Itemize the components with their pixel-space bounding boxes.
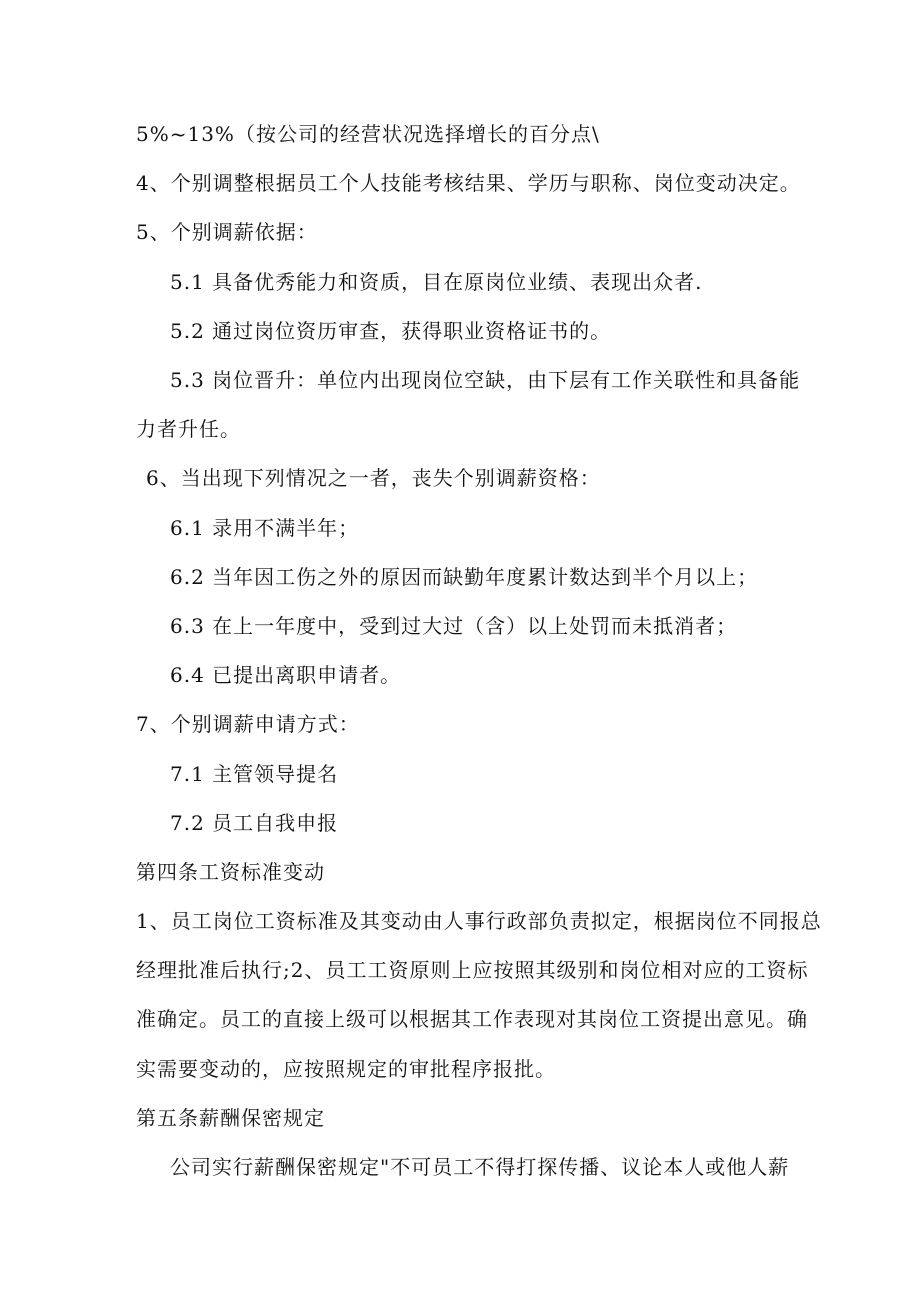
paragraph-article-4-line-3: 准确定。员工的直接上级可以根据其工作表现对其岗位工资提出意见。确 [136,1007,808,1031]
text-line-item-5-3-cont: 力者升任。 [136,417,241,441]
section-heading-article-4: 第四条工资标准变动 [136,860,325,884]
text-line-item-7-heading: 7、个别调薪申请方式： [136,712,360,736]
text-line-item-5-2: 5.2 通过岗位资历审查，获得职业资格证书的。 [170,319,612,343]
text-line-item-6-2: 6.2 当年因工伤之外的原因而缺勤年度累计数达到半个月以上； [170,565,759,589]
paragraph-article-5-line-1: 公司实行薪酬保密规定"不可员工不得打探传播、议论本人或他人薪 [170,1155,790,1179]
text-line-item-5-1: 5.1 具备优秀能力和资质，目在原岗位业绩、表现出众者. [170,270,703,294]
paragraph-article-4-line-1: 1、员工岗位工资标准及其变动由人事行政部负责拟定，根据岗位不同报总 [136,909,822,933]
text-line-item-7-2: 7.2 员工自我申报 [170,811,339,835]
text-line-item-6-3: 6.3 在上一年度中，受到过大过（含）以上处罚而未抵消者； [170,614,738,638]
text-line-percent-range: 5%~13%（按公司的经营状况选择增长的百分点\ [136,122,600,146]
text-line-item-6-4: 6.4 已提出离职申请者。 [170,663,402,687]
text-line-item-6-heading: 6、当出现下列情况之一者，丧失个别调薪资格： [146,466,601,490]
text-line-item-5-3: 5.3 岗位晋升：单位内出现岗位空缺，由下层有工作关联性和具备能 [170,368,801,392]
text-line-item-5-heading: 5、个别调薪依据： [136,220,318,244]
paragraph-article-4-line-4: 实需要变动的，应按照规定的审批程序报批。 [136,1057,556,1081]
text-line-item-7-1: 7.1 主管领导提名 [170,762,339,786]
section-heading-article-5: 第五条薪酬保密规定 [136,1106,325,1130]
paragraph-article-4-line-2: 经理批准后执行;2、员工工资原则上应按照其级别和岗位相对应的工资标 [136,958,809,982]
text-line-item-4: 4、个别调整根据员工个人技能考核结果、学历与职称、岗位变动决定。 [136,171,801,195]
text-line-item-6-1: 6.1 录用不满半年； [170,516,360,540]
